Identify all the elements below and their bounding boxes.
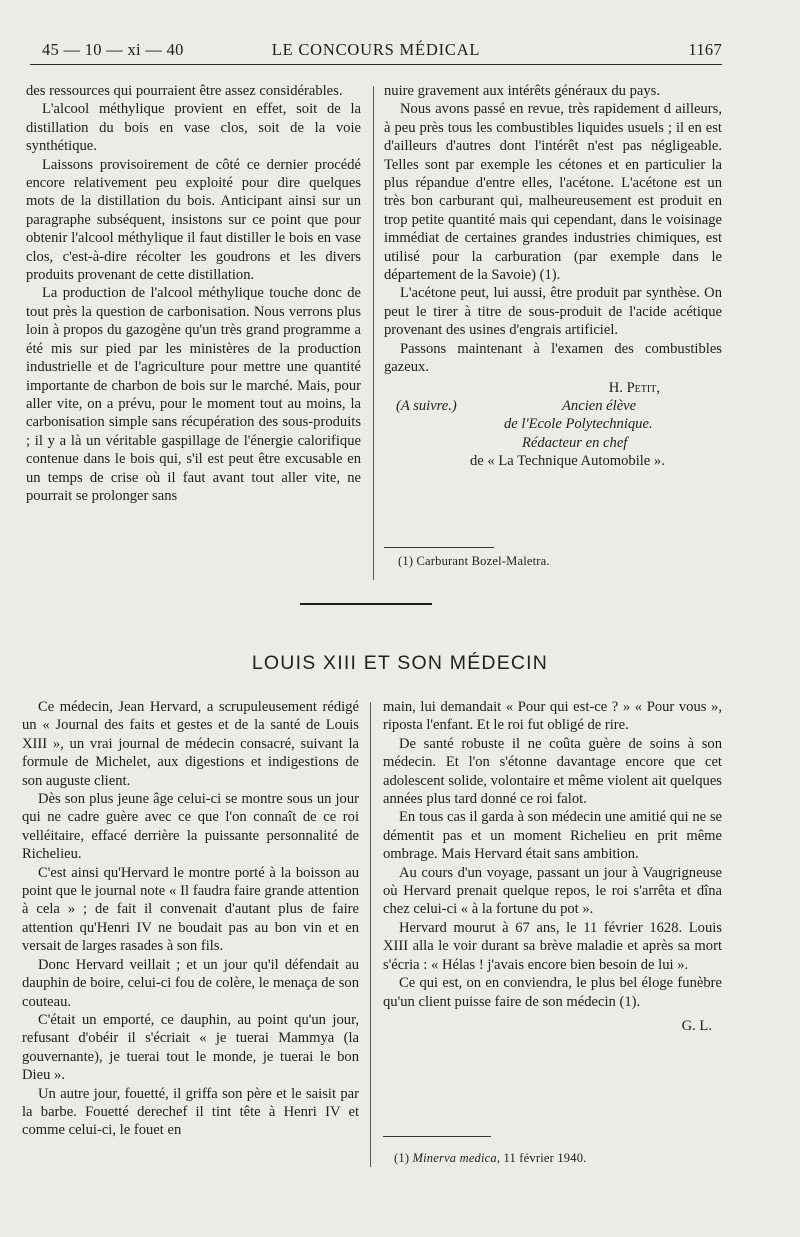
article2-column-right: [383, 698, 722, 1035]
paragraph: De santé robuste il ne coûta guère de soins à son médecin. Et l'on s'étonne davantage encore que cet adolescent solide, volontaire et même violent ait quelques années plus tard donné ce roi falot.: [383, 735, 722, 808]
paragraph: En tous cas il garda à son médecin une amitié qui ne se démentit pas et un moment Richelieu en prit même ombrage. Mais Hervard était sans ambition.: [383, 809, 722, 863]
section-divider: [300, 603, 432, 605]
paragraph: des ressources qui pourraient être assez considérables.: [26, 83, 343, 99]
article1-column-left: [26, 82, 361, 505]
author-title-4: de « La Technique Automobile ».: [470, 453, 665, 470]
paragraph: C'était un emporté, ce dauphin, au point qu'un jour, refusant d'obéir il s'écriait « je tuerai Mammya (la gouvernante), je tuerai tout le monde, je tuerai le bon Dieu ».: [22, 1011, 359, 1084]
paragraph: Un autre jour, fouetté, il griffa son père et le saisit par la barbe. Fouetté derechef il tint tête à Henri IV et comme celui-ci, le fouet en: [22, 1085, 359, 1139]
article-title: LOUIS XIII ET SON MÉDECIN: [251, 652, 549, 674]
paragraph: Hervard mourut à 67 ans, le 11 février 1628. Louis XIII alla le voir durant sa brève maladie et après sa mort s'écria : « Hélas ! j'avais encore bien besoin de lui ».: [383, 919, 722, 973]
footnote-number: (1): [394, 1151, 410, 1165]
paragraph: Ce médecin, Jean Hervard, a scrupuleusement rédigé un « Journal des faits et gestes et de la santé de Louis XIII », un vrai journal de médecin consacré, suivant la formule de Michelet, aux digestions et indigestions de son auguste client.: [22, 699, 359, 789]
author-title-3: Rédacteur en chef: [522, 434, 628, 451]
paragraph: Ce qui est, on en conviendra, le plus bel éloge funèbre qu'un client puisse faire de son médecin (1).: [383, 975, 722, 1010]
header-rule: [30, 64, 722, 65]
footnote-rule: [383, 1136, 491, 1137]
paragraph: L'alcool méthylique provient en effet, soit de la distillation du bois en vase clos, soit de la voie synthétique.: [26, 101, 361, 155]
author-title-2: de l'Ecole Polytechnique.: [504, 416, 653, 433]
paragraph: main, lui demandait « Pour qui est-ce ? » « Pour vous », riposta l'enfant. Et le roi fut obligé de rire.: [383, 699, 722, 734]
paragraph: Donc Hervard veillait ; et un jour qu'il défendait au dauphin de boire, celui-ci fou de colère, le menaça de son couteau.: [22, 956, 359, 1010]
issue-date: 45 — 10 — xi — 40: [42, 40, 184, 59]
author-initials: G. L.: [681, 1017, 712, 1034]
footnote: [394, 1151, 586, 1166]
footnote-source: Minerva medica,: [412, 1151, 501, 1165]
author-name: H. Petit,: [608, 379, 660, 396]
footnote: (1) Carburant Bozel-Maletra.: [398, 554, 550, 568]
page-header: [30, 38, 722, 64]
paragraph: Laissons provisoirement de côté ce dernier procédé encore relativement peu exploité pour dire quelques mots de la distillation du bois. Anticipant ainsi sur un paragraphe subséquent, insistons sur ce point que pour obtenir l'alcool méthylique il faut distiller le bois en vase clos, c'est-à-dire récolter les goudrons et les divers produits provenant de cette distillation.: [26, 156, 361, 284]
paragraph: C'est ainsi qu'Hervard le montre porté à la boisson au point que le journal note « Il faudra faire grande attention à cela » ; de fait il convenait d'autant plus de faire attention qu'Henri IV ne boudait pas au bon vin et en versait de larges rasades à son fils.: [22, 864, 359, 955]
paragraph: La production de l'alcool méthylique touche donc de tout près la question de carbonisation. Nous verrons plus loin à propos du gazogène qu'un très grand programme a été mis sur pied par les ministères de la production industrielle et de l'agriculture pour mettre une quantité importante de charbon de bois sur le marché. Mais, pour aller vite, on a prévu, pour le moment tout au moins, la carbonisation simple sans récupération des sous-produits ; il y a là un véritable gaspillage de l'énergie calorifique contenue dans le bois qui, s'il est peut être excusable en un temps de crise où il faut avant tout aller vite, ne pourrait se prolonger sans: [26, 285, 361, 504]
column-divider: [370, 702, 371, 1167]
paragraph: Passons maintenant à l'examen des combustibles gazeux.: [384, 340, 722, 376]
footnote-rule: [384, 547, 494, 548]
journal-title: LE CONCOURS MÉDICAL: [271, 40, 481, 59]
paragraph: Nous avons passé en revue, très rapidement d ailleurs, à peu près tous les combustibles liquides usuels ; il en est d'ailleurs d'autres dont l'intérêt n'est pas négligeable. Telles sont par exemple les cétones et en particulier la plus répandue d'entre elles, l'acétone. L'acétone est un très bon carburant qui, malheureusement est produit en trop petite quantité mais qui cependant, dans le voisinage immédiat de certaines grandes industries chimiques, est utilisé pour la carburation (par exemple dans le département de la Savoie) (1).: [384, 101, 722, 284]
footnote-date: 11 février 1940.: [503, 1151, 587, 1165]
to-be-continued: (A suivre.): [396, 397, 457, 414]
column-divider: [373, 86, 374, 580]
paragraph: Dès son plus jeune âge celui-ci se montre sous un jour qui ne cadre guère avec ce que l'on connaît de ce roi velléitaire, effacé derrière la puissante personnalité de Richelieu.: [22, 791, 359, 863]
author-title-1: Ancien élève: [562, 397, 637, 414]
page-number: 1167: [688, 40, 722, 59]
paragraph: Au cours d'un voyage, passant un jour à Vaugrigneuse où Hervard prenait quelque repos, le roi s'arrêta et dîna chez celui-ci « à la fortune du pot ».: [383, 864, 722, 918]
paragraph: L'acétone peut, lui aussi, être produit par synthèse. On peut le tirer à titre de sous-produit de l'acide acétique provenant des usines d'engrais artificiel.: [384, 285, 722, 339]
article1-column-right: [384, 82, 722, 471]
article2-column-left: [22, 698, 359, 1140]
paragraph: nuire gravement aux intérêts généraux du pays.: [384, 83, 660, 99]
author-signature: [384, 379, 722, 471]
